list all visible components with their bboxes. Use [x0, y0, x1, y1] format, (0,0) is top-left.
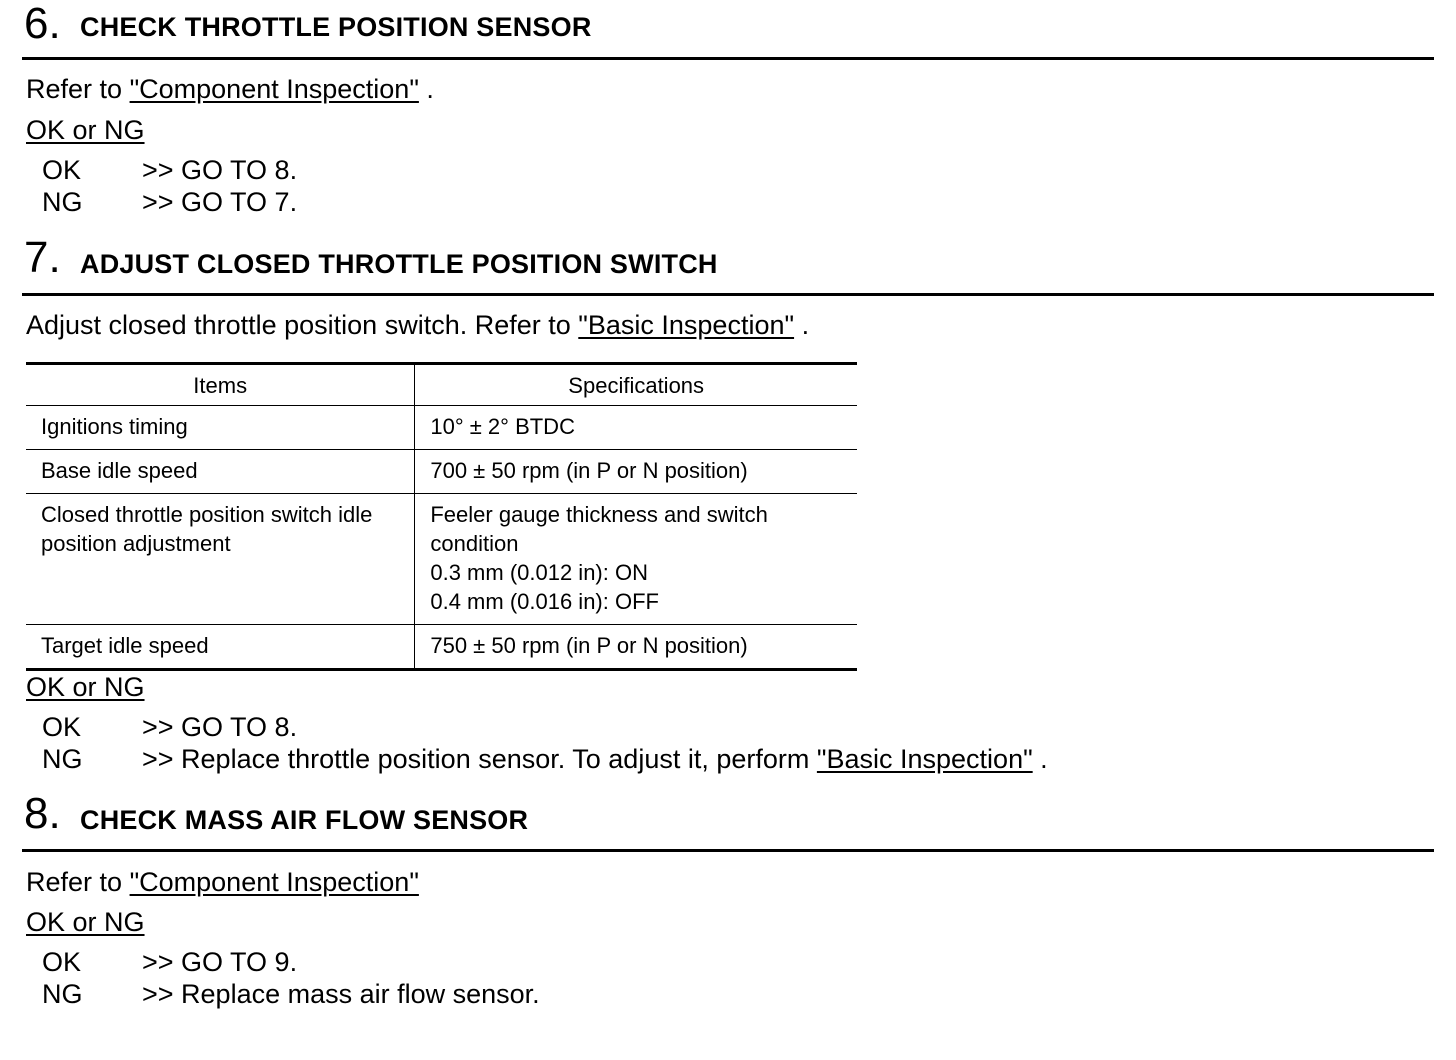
step-title: ADJUST CLOSED THROTTLE POSITION SWITCH — [80, 249, 718, 279]
spec-cell — [415, 406, 857, 450]
item-cell — [26, 494, 415, 625]
step-6-header — [0, 0, 1456, 52]
section-divider — [22, 293, 1434, 296]
item-cell — [26, 450, 415, 494]
result-key: NG — [42, 744, 83, 774]
specification-table — [26, 362, 857, 671]
cell-text: Feeler gauge thickness and switch — [430, 502, 768, 527]
ok-or-ng-label: OK or NG — [26, 907, 145, 937]
refer-prefix: Refer to — [26, 867, 123, 897]
spec-cell — [415, 494, 857, 625]
step-7 — [0, 233, 1456, 340]
cell-text: Closed throttle position switch idle — [41, 502, 373, 527]
table-row — [26, 406, 857, 450]
result-value: >> GO TO 8. — [142, 155, 298, 185]
section-divider — [22, 849, 1434, 852]
column-header-specifications: Specifications — [568, 372, 705, 398]
refer-line — [26, 869, 419, 896]
instruction-line — [26, 312, 809, 339]
step-number: 7. — [24, 233, 61, 282]
cell-text: position adjustment — [41, 531, 231, 556]
component-inspection-link[interactable]: "Component Inspection" — [129, 867, 419, 897]
refer-suffix: . — [418, 74, 434, 104]
cell-text: Target idle speed — [41, 633, 209, 658]
spec-cell — [415, 450, 857, 494]
result-key: OK — [42, 947, 82, 977]
cell-text: 10° ± 2° BTDC — [430, 414, 575, 439]
result-value: >> GO TO 7. — [142, 187, 298, 217]
result-key: NG — [42, 979, 83, 1009]
component-inspection-link[interactable]: "Component Inspection" — [129, 74, 419, 104]
table-row — [26, 625, 857, 670]
ok-or-ng-label: OK or NG — [26, 115, 145, 145]
result-text: >> Replace throttle position sensor. To adjust it, perform — [142, 744, 810, 774]
result-value: >> GO TO 9. — [142, 947, 298, 977]
cell-text: Ignitions timing — [41, 414, 188, 439]
step-7-header — [0, 233, 1456, 288]
cell-text: 0.3 mm (0.012 in): ON — [430, 560, 648, 585]
cell-text: 750 ± 50 rpm (in P or N position) — [430, 633, 748, 658]
step-8 — [0, 789, 1456, 1009]
cell-text: Base idle speed — [41, 458, 198, 483]
step-number: 6. — [24, 0, 61, 48]
refer-line — [26, 76, 434, 103]
ok-or-ng-label: OK or NG — [26, 672, 145, 702]
result-suffix: . — [1032, 744, 1048, 774]
instruction-prefix: Adjust closed throttle position switch. Refer to — [26, 310, 571, 340]
refer-prefix: Refer to — [26, 74, 123, 104]
basic-inspection-link[interactable]: "Basic Inspection" — [578, 310, 795, 340]
result-value: >> GO TO 8. — [142, 712, 298, 742]
step-6 — [0, 0, 1456, 217]
item-cell — [26, 406, 415, 450]
step-number: 8. — [24, 789, 61, 838]
cell-text: 700 ± 50 rpm (in P or N position) — [430, 458, 748, 483]
table-row — [26, 450, 857, 494]
item-cell — [26, 625, 415, 670]
table-row — [26, 494, 857, 625]
result-value — [142, 746, 1048, 773]
step-title: CHECK MASS AIR FLOW SENSOR — [80, 805, 529, 835]
step-title: CHECK THROTTLE POSITION SENSOR — [80, 12, 592, 42]
result-value: >> Replace mass air flow sensor. — [142, 979, 540, 1009]
spec-cell — [415, 625, 857, 670]
basic-inspection-link[interactable]: "Basic Inspection" — [816, 744, 1033, 774]
section-divider — [22, 57, 1434, 60]
result-key: OK — [42, 712, 82, 742]
result-key: NG — [42, 187, 83, 217]
cell-text: 0.4 mm (0.016 in): OFF — [430, 589, 659, 614]
step-8-header — [0, 789, 1456, 846]
cell-text: condition — [430, 531, 519, 556]
result-key: OK — [42, 155, 82, 185]
instruction-suffix: . — [794, 310, 810, 340]
column-header-items: Items — [26, 364, 415, 406]
table-header-row — [26, 364, 857, 406]
